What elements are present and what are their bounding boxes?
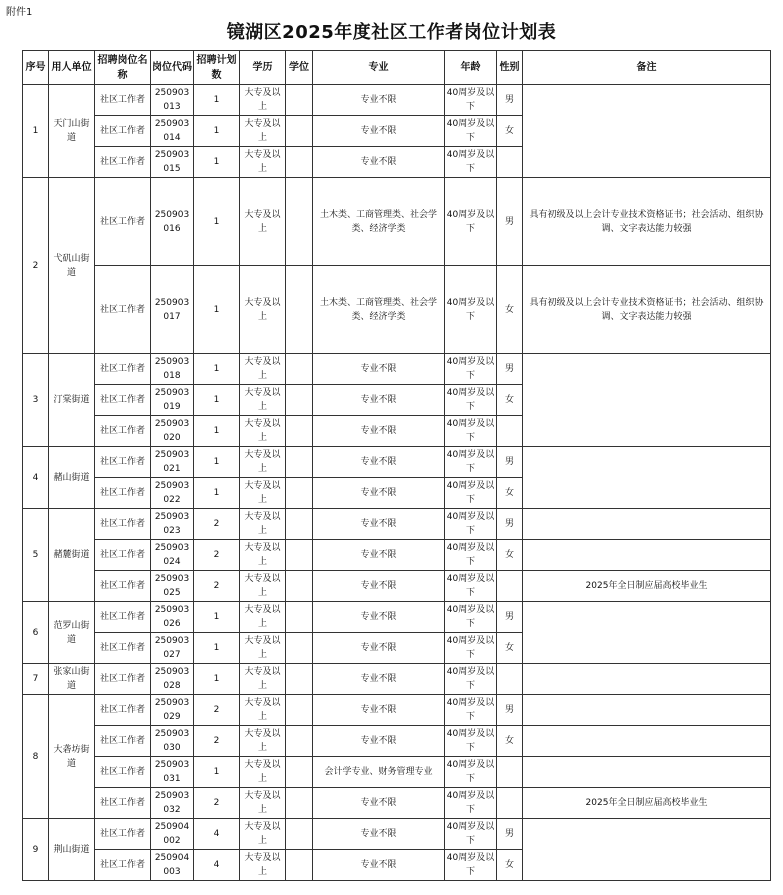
degree-cell bbox=[286, 385, 313, 416]
age-cell: 40周岁及以下 bbox=[445, 571, 497, 602]
degree-cell bbox=[286, 571, 313, 602]
major-cell: 专业不限 bbox=[313, 850, 445, 881]
num-cell: 2 bbox=[194, 571, 240, 602]
num-cell: 1 bbox=[194, 147, 240, 178]
sex-cell: 男 bbox=[497, 695, 523, 726]
code-cell: 250903024 bbox=[151, 540, 194, 571]
post-cell: 社区工作者 bbox=[95, 416, 151, 447]
table-row bbox=[23, 354, 771, 385]
table-row bbox=[23, 540, 771, 571]
table-row bbox=[23, 664, 771, 695]
age-cell: 40周岁及以下 bbox=[445, 116, 497, 147]
age-cell: 40周岁及以下 bbox=[445, 757, 497, 788]
post-cell: 社区工作者 bbox=[95, 116, 151, 147]
table-row bbox=[23, 266, 771, 354]
num-cell: 1 bbox=[194, 447, 240, 478]
code-cell: 250904002 bbox=[151, 819, 194, 850]
code-cell: 250903030 bbox=[151, 726, 194, 757]
remark-cell: 2025年全日制应届高校毕业生 bbox=[523, 571, 771, 602]
edu-cell: 大专及以上 bbox=[240, 478, 286, 509]
edu-cell: 大专及以上 bbox=[240, 447, 286, 478]
degree-cell bbox=[286, 757, 313, 788]
major-cell: 专业不限 bbox=[313, 664, 445, 695]
degree-cell bbox=[286, 726, 313, 757]
edu-cell: 大专及以上 bbox=[240, 695, 286, 726]
post-cell: 社区工作者 bbox=[95, 602, 151, 633]
code-cell: 250903019 bbox=[151, 385, 194, 416]
table-row bbox=[23, 819, 771, 850]
major-cell: 土木类、工商管理类、社会学类、经济学类 bbox=[313, 266, 445, 354]
major-cell: 会计学专业、财务管理专业 bbox=[313, 757, 445, 788]
edu-cell: 大专及以上 bbox=[240, 788, 286, 819]
sex-cell: 男 bbox=[497, 447, 523, 478]
edu-cell: 大专及以上 bbox=[240, 85, 286, 116]
header-edu: 学历 bbox=[240, 51, 286, 85]
table-row bbox=[23, 85, 771, 116]
major-cell: 专业不限 bbox=[313, 602, 445, 633]
sex-cell bbox=[497, 664, 523, 695]
remark-cell: 具有初级及以上会计专业技术资格证书；社会活动、组织协调、文字表达能力较强 bbox=[523, 266, 771, 354]
age-cell: 40周岁及以下 bbox=[445, 85, 497, 116]
major-cell: 专业不限 bbox=[313, 571, 445, 602]
sex-cell: 男 bbox=[497, 509, 523, 540]
remark-cell: 2025年全日制应届高校毕业生 bbox=[523, 788, 771, 819]
age-cell: 40周岁及以下 bbox=[445, 266, 497, 354]
post-cell: 社区工作者 bbox=[95, 266, 151, 354]
degree-cell bbox=[286, 116, 313, 147]
degree-cell bbox=[286, 509, 313, 540]
post-cell: 社区工作者 bbox=[95, 540, 151, 571]
edu-cell: 大专及以上 bbox=[240, 757, 286, 788]
remark-cell bbox=[523, 664, 771, 695]
degree-cell bbox=[286, 147, 313, 178]
attachment-label: 附件1 bbox=[6, 7, 33, 18]
header-unit: 用人单位 bbox=[49, 51, 95, 85]
sex-cell: 男 bbox=[497, 178, 523, 266]
post-cell: 社区工作者 bbox=[95, 819, 151, 850]
code-cell: 250903029 bbox=[151, 695, 194, 726]
num-cell: 1 bbox=[194, 354, 240, 385]
header-remark: 备注 bbox=[523, 51, 771, 85]
num-cell: 1 bbox=[194, 602, 240, 633]
age-cell: 40周岁及以下 bbox=[445, 850, 497, 881]
degree-cell bbox=[286, 478, 313, 509]
seq-cell: 7 bbox=[23, 664, 49, 695]
sex-cell: 女 bbox=[497, 116, 523, 147]
code-cell: 250903016 bbox=[151, 178, 194, 266]
num-cell: 4 bbox=[194, 850, 240, 881]
header-major: 专业 bbox=[313, 51, 445, 85]
post-cell: 社区工作者 bbox=[95, 509, 151, 540]
post-cell: 社区工作者 bbox=[95, 664, 151, 695]
code-cell: 250903031 bbox=[151, 757, 194, 788]
degree-cell bbox=[286, 602, 313, 633]
unit-cell: 大砻坊街道 bbox=[49, 695, 95, 819]
sex-cell: 男 bbox=[497, 354, 523, 385]
degree-cell bbox=[286, 633, 313, 664]
code-cell: 250903015 bbox=[151, 147, 194, 178]
edu-cell: 大专及以上 bbox=[240, 385, 286, 416]
code-cell: 250903020 bbox=[151, 416, 194, 447]
unit-cell: 赭麓街道 bbox=[49, 509, 95, 602]
unit-cell: 弋矶山街道 bbox=[49, 178, 95, 354]
remark-cell bbox=[523, 695, 771, 726]
unit-cell: 天门山街道 bbox=[49, 85, 95, 178]
major-cell: 专业不限 bbox=[313, 385, 445, 416]
post-cell: 社区工作者 bbox=[95, 788, 151, 819]
sex-cell: 女 bbox=[497, 540, 523, 571]
num-cell: 2 bbox=[194, 788, 240, 819]
post-cell: 社区工作者 bbox=[95, 85, 151, 116]
edu-cell: 大专及以上 bbox=[240, 416, 286, 447]
age-cell: 40周岁及以下 bbox=[445, 509, 497, 540]
post-cell: 社区工作者 bbox=[95, 354, 151, 385]
major-cell: 专业不限 bbox=[313, 695, 445, 726]
remark-cell bbox=[523, 819, 771, 881]
code-cell: 250903027 bbox=[151, 633, 194, 664]
edu-cell: 大专及以上 bbox=[240, 540, 286, 571]
degree-cell bbox=[286, 540, 313, 571]
table-row bbox=[23, 726, 771, 757]
remark-cell bbox=[523, 602, 771, 664]
post-cell: 社区工作者 bbox=[95, 726, 151, 757]
unit-cell: 汀棠街道 bbox=[49, 354, 95, 447]
unit-cell: 张家山街道 bbox=[49, 664, 95, 695]
sex-cell bbox=[497, 416, 523, 447]
sex-cell: 男 bbox=[497, 819, 523, 850]
post-cell: 社区工作者 bbox=[95, 757, 151, 788]
age-cell: 40周岁及以下 bbox=[445, 695, 497, 726]
remark-cell bbox=[523, 757, 771, 788]
num-cell: 1 bbox=[194, 416, 240, 447]
age-cell: 40周岁及以下 bbox=[445, 819, 497, 850]
code-cell: 250903032 bbox=[151, 788, 194, 819]
major-cell: 专业不限 bbox=[313, 447, 445, 478]
header-degree: 学位 bbox=[286, 51, 313, 85]
num-cell: 1 bbox=[194, 178, 240, 266]
degree-cell bbox=[286, 178, 313, 266]
major-cell: 专业不限 bbox=[313, 116, 445, 147]
age-cell: 40周岁及以下 bbox=[445, 664, 497, 695]
major-cell: 专业不限 bbox=[313, 509, 445, 540]
degree-cell bbox=[286, 788, 313, 819]
degree-cell bbox=[286, 819, 313, 850]
age-cell: 40周岁及以下 bbox=[445, 447, 497, 478]
major-cell: 专业不限 bbox=[313, 478, 445, 509]
edu-cell: 大专及以上 bbox=[240, 571, 286, 602]
seq-cell: 8 bbox=[23, 695, 49, 819]
age-cell: 40周岁及以下 bbox=[445, 416, 497, 447]
num-cell: 1 bbox=[194, 757, 240, 788]
sex-cell: 女 bbox=[497, 633, 523, 664]
sex-cell: 女 bbox=[497, 726, 523, 757]
edu-cell: 大专及以上 bbox=[240, 354, 286, 385]
post-cell: 社区工作者 bbox=[95, 695, 151, 726]
edu-cell: 大专及以上 bbox=[240, 633, 286, 664]
post-cell: 社区工作者 bbox=[95, 633, 151, 664]
table-row bbox=[23, 695, 771, 726]
unit-cell: 荆山街道 bbox=[49, 819, 95, 881]
major-cell: 土木类、工商管理类、社会学类、经济学类 bbox=[313, 178, 445, 266]
table-row bbox=[23, 602, 771, 633]
age-cell: 40周岁及以下 bbox=[445, 478, 497, 509]
code-cell: 250903021 bbox=[151, 447, 194, 478]
sex-cell bbox=[497, 571, 523, 602]
age-cell: 40周岁及以下 bbox=[445, 147, 497, 178]
age-cell: 40周岁及以下 bbox=[445, 385, 497, 416]
edu-cell: 大专及以上 bbox=[240, 266, 286, 354]
sex-cell: 女 bbox=[497, 266, 523, 354]
edu-cell: 大专及以上 bbox=[240, 147, 286, 178]
degree-cell bbox=[286, 416, 313, 447]
post-cell: 社区工作者 bbox=[95, 478, 151, 509]
header-sex: 性别 bbox=[497, 51, 523, 85]
age-cell: 40周岁及以下 bbox=[445, 540, 497, 571]
edu-cell: 大专及以上 bbox=[240, 178, 286, 266]
sex-cell bbox=[497, 788, 523, 819]
num-cell: 2 bbox=[194, 726, 240, 757]
seq-cell: 6 bbox=[23, 602, 49, 664]
header-age: 年龄 bbox=[445, 51, 497, 85]
age-cell: 40周岁及以下 bbox=[445, 788, 497, 819]
header-seq: 序号 bbox=[23, 51, 49, 85]
code-cell: 250904003 bbox=[151, 850, 194, 881]
seq-cell: 2 bbox=[23, 178, 49, 354]
num-cell: 4 bbox=[194, 819, 240, 850]
code-cell: 250903014 bbox=[151, 116, 194, 147]
table-row bbox=[23, 571, 771, 602]
remark-cell bbox=[523, 509, 771, 540]
age-cell: 40周岁及以下 bbox=[445, 633, 497, 664]
major-cell: 专业不限 bbox=[313, 819, 445, 850]
edu-cell: 大专及以上 bbox=[240, 602, 286, 633]
code-cell: 250903022 bbox=[151, 478, 194, 509]
unit-cell: 范罗山街道 bbox=[49, 602, 95, 664]
major-cell: 专业不限 bbox=[313, 788, 445, 819]
sex-cell: 女 bbox=[497, 478, 523, 509]
page-title: 镜湖区2025年度社区工作者岗位计划表 bbox=[226, 22, 557, 43]
remark-cell bbox=[523, 726, 771, 757]
degree-cell bbox=[286, 85, 313, 116]
age-cell: 40周岁及以下 bbox=[445, 726, 497, 757]
major-cell: 专业不限 bbox=[313, 354, 445, 385]
edu-cell: 大专及以上 bbox=[240, 116, 286, 147]
table-row bbox=[23, 447, 771, 478]
post-cell: 社区工作者 bbox=[95, 571, 151, 602]
code-cell: 250903028 bbox=[151, 664, 194, 695]
header-num: 招聘计划数 bbox=[194, 51, 240, 85]
num-cell: 1 bbox=[194, 85, 240, 116]
edu-cell: 大专及以上 bbox=[240, 726, 286, 757]
num-cell: 1 bbox=[194, 633, 240, 664]
age-cell: 40周岁及以下 bbox=[445, 354, 497, 385]
num-cell: 2 bbox=[194, 509, 240, 540]
header-post: 招聘岗位名称 bbox=[95, 51, 151, 85]
table-row bbox=[23, 178, 771, 266]
code-cell: 250903023 bbox=[151, 509, 194, 540]
header-code: 岗位代码 bbox=[151, 51, 194, 85]
remark-cell bbox=[523, 354, 771, 447]
code-cell: 250903018 bbox=[151, 354, 194, 385]
degree-cell bbox=[286, 447, 313, 478]
post-cell: 社区工作者 bbox=[95, 850, 151, 881]
seq-cell: 1 bbox=[23, 85, 49, 178]
sex-cell: 男 bbox=[497, 602, 523, 633]
major-cell: 专业不限 bbox=[313, 540, 445, 571]
code-cell: 250903026 bbox=[151, 602, 194, 633]
seq-cell: 5 bbox=[23, 509, 49, 602]
edu-cell: 大专及以上 bbox=[240, 819, 286, 850]
edu-cell: 大专及以上 bbox=[240, 664, 286, 695]
major-cell: 专业不限 bbox=[313, 85, 445, 116]
table-row bbox=[23, 509, 771, 540]
degree-cell bbox=[286, 695, 313, 726]
post-cell: 社区工作者 bbox=[95, 147, 151, 178]
table-header-row bbox=[23, 51, 771, 85]
num-cell: 2 bbox=[194, 540, 240, 571]
major-cell: 专业不限 bbox=[313, 633, 445, 664]
seq-cell: 3 bbox=[23, 354, 49, 447]
num-cell: 2 bbox=[194, 695, 240, 726]
remark-cell bbox=[523, 540, 771, 571]
remark-cell bbox=[523, 447, 771, 509]
post-cell: 社区工作者 bbox=[95, 385, 151, 416]
code-cell: 250903017 bbox=[151, 266, 194, 354]
post-cell: 社区工作者 bbox=[95, 447, 151, 478]
degree-cell bbox=[286, 664, 313, 695]
seq-cell: 4 bbox=[23, 447, 49, 509]
age-cell: 40周岁及以下 bbox=[445, 602, 497, 633]
code-cell: 250903013 bbox=[151, 85, 194, 116]
seq-cell: 9 bbox=[23, 819, 49, 881]
sex-cell bbox=[497, 147, 523, 178]
degree-cell bbox=[286, 850, 313, 881]
table-row bbox=[23, 788, 771, 819]
num-cell: 1 bbox=[194, 116, 240, 147]
remark-cell bbox=[523, 85, 771, 178]
degree-cell bbox=[286, 266, 313, 354]
post-cell: 社区工作者 bbox=[95, 178, 151, 266]
age-cell: 40周岁及以下 bbox=[445, 178, 497, 266]
num-cell: 1 bbox=[194, 664, 240, 695]
table-row bbox=[23, 757, 771, 788]
num-cell: 1 bbox=[194, 266, 240, 354]
remark-cell: 具有初级及以上会计专业技术资格证书；社会活动、组织协调、文字表达能力较强 bbox=[523, 178, 771, 266]
major-cell: 专业不限 bbox=[313, 726, 445, 757]
major-cell: 专业不限 bbox=[313, 147, 445, 178]
job-plan-table bbox=[22, 50, 771, 881]
edu-cell: 大专及以上 bbox=[240, 509, 286, 540]
edu-cell: 大专及以上 bbox=[240, 850, 286, 881]
num-cell: 1 bbox=[194, 385, 240, 416]
sex-cell: 女 bbox=[497, 385, 523, 416]
num-cell: 1 bbox=[194, 478, 240, 509]
sex-cell: 男 bbox=[497, 85, 523, 116]
sex-cell: 女 bbox=[497, 850, 523, 881]
code-cell: 250903025 bbox=[151, 571, 194, 602]
sex-cell bbox=[497, 757, 523, 788]
unit-cell: 赭山街道 bbox=[49, 447, 95, 509]
degree-cell bbox=[286, 354, 313, 385]
major-cell: 专业不限 bbox=[313, 416, 445, 447]
